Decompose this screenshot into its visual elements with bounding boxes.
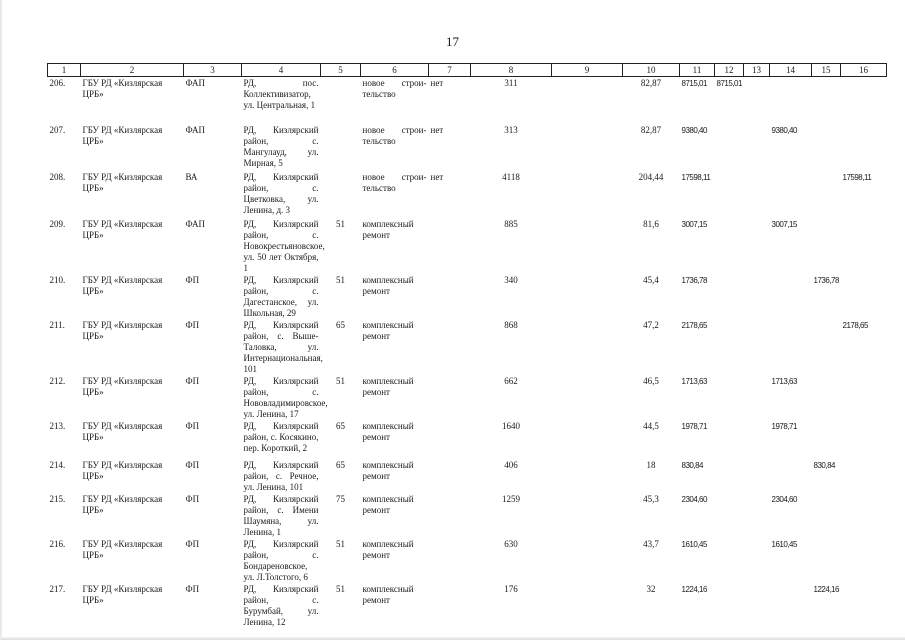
area-cell: 1640 (502, 420, 520, 431)
year-built-cell: 51 (336, 583, 345, 594)
header-row (48, 64, 887, 77)
organization-cell: ГБУ РД «Кизлярская ЦРБ» (82, 538, 163, 560)
cost-col-12-cell (715, 493, 744, 538)
cost-col-14-cell: 1713,63 (771, 376, 797, 386)
area-cell: 311 (504, 78, 518, 88)
facility-type-cell: ФП (185, 493, 200, 504)
table-row (48, 375, 887, 420)
area-sqm-cell: 46,5 (643, 375, 659, 386)
work-type-cell: комплексный ремонт (362, 459, 414, 481)
cost-col-12-cell (715, 319, 744, 375)
table-row (48, 459, 887, 493)
col-9-cell (552, 538, 623, 583)
row-number-cell: 207. (49, 124, 66, 135)
area-sqm-cell: 82,87 (640, 78, 662, 88)
total-cost-cell: 1978,71 (681, 421, 707, 431)
total-cost-cell: 8715,01 (681, 79, 707, 88)
col-7-cell (429, 583, 471, 628)
cost-col-12-cell (715, 171, 744, 218)
year-built-cell: 65 (336, 319, 345, 330)
header-cell: 13 (744, 64, 770, 77)
col-9-cell (552, 124, 623, 171)
cost-col-16-cell (841, 124, 887, 171)
work-type-cell: комплексный ремонт (362, 493, 414, 515)
facility-type-cell: ФП (185, 375, 200, 386)
header-cell: 3 (184, 64, 242, 77)
row-number-cell: 211. (49, 319, 65, 330)
area-cell: 868 (504, 319, 518, 330)
work-type-cell: комплексный ремонт (362, 538, 414, 560)
col-7-cell (429, 375, 471, 420)
cost-col-13-cell (744, 583, 770, 628)
col-9-cell (552, 420, 623, 459)
facility-type-cell: ФАП (185, 218, 206, 229)
cost-col-13-cell (744, 274, 770, 319)
header-cell: 6 (361, 64, 429, 77)
col-9-cell (552, 459, 623, 493)
header-cell: 8 (471, 64, 552, 77)
year-built-cell: 65 (336, 420, 345, 431)
header-cell: 16 (841, 64, 887, 77)
cost-col-14-cell (770, 274, 812, 319)
address-cell: РД, Кизлярский район, с. Бондареновское, ул. Л.Толстого, 6 (243, 538, 319, 582)
row-number-cell: 213. (49, 420, 66, 431)
cost-col-16-cell (841, 274, 887, 319)
cost-col-12-cell: 8715,01 (716, 79, 742, 88)
area-cell: 662 (504, 375, 518, 386)
cost-col-12-cell (715, 274, 744, 319)
table-row (48, 274, 887, 319)
header-cell: 5 (321, 64, 361, 77)
cost-col-13-cell (744, 493, 770, 538)
cost-col-13-cell (744, 420, 770, 459)
cost-col-16-cell (841, 77, 887, 124)
col-7-cell: нет (430, 124, 444, 135)
area-cell: 406 (504, 459, 518, 470)
year-built-cell: 51 (336, 274, 345, 285)
address-cell: РД, Кизлярский район, с. Косякино, пер. Короткий, 2 (243, 420, 319, 453)
table-body (48, 77, 887, 628)
row-number-cell: 217. (49, 583, 66, 594)
cost-col-15-cell: 1224,16 (813, 584, 839, 594)
scan-left-edge (0, 0, 2, 640)
area-sqm-cell: 45,4 (643, 274, 659, 285)
table-row (48, 171, 887, 218)
total-cost-cell: 9380,40 (681, 125, 707, 135)
col-9-cell (552, 171, 623, 218)
facility-type-cell: ФП (185, 583, 200, 594)
address-cell: РД, пос. Коллективизатор, ул. Центральная, 1 (243, 78, 319, 110)
total-cost-cell: 17598,11 (681, 172, 711, 182)
year-built-cell: 51 (336, 538, 345, 549)
header-cell: 9 (552, 64, 623, 77)
cost-col-16-cell (841, 538, 887, 583)
col-7-cell (429, 493, 471, 538)
cost-col-14-cell (770, 319, 812, 375)
area-sqm-cell: 43,7 (643, 538, 659, 549)
cost-col-13-cell (744, 459, 770, 493)
work-type-cell: новое строительство (362, 171, 427, 193)
col-9-cell (552, 274, 623, 319)
row-number-cell: 215. (49, 493, 66, 504)
cost-col-16-cell: 2178,65 (842, 320, 868, 330)
cost-col-12-cell (715, 420, 744, 459)
facility-type-cell: ФП (185, 459, 200, 470)
header-cell: 14 (770, 64, 812, 77)
cost-col-15-cell (812, 124, 841, 171)
cost-col-12-cell (715, 583, 744, 628)
col-9-cell (552, 77, 623, 124)
area-cell: 630 (504, 538, 518, 549)
work-type-cell: комплексный ремонт (362, 583, 414, 605)
header-cell: 15 (812, 64, 841, 77)
area-sqm-cell: 18 (646, 459, 656, 470)
facility-type-cell: ФАП (185, 124, 206, 135)
area-sqm-cell: 32 (646, 583, 656, 594)
area-cell: 313 (504, 124, 518, 135)
address-cell: РД, Кизлярский район, с. Цветковка, ул. Ленина, д. 3 (243, 171, 319, 215)
year-built-cell: 65 (336, 459, 345, 470)
total-cost-cell: 1610,45 (681, 539, 707, 549)
total-cost-cell: 1736,78 (681, 275, 707, 285)
header-cell: 4 (242, 64, 321, 77)
organization-cell: ГБУ РД «Кизлярская ЦРБ» (82, 78, 163, 99)
row-number-cell: 216. (49, 538, 66, 549)
facility-type-cell: ФП (185, 319, 200, 330)
address-cell: РД, Кизлярский район, с. Выше-Таловка, ул. Интернациональная, 101 (243, 319, 323, 374)
header-cell: 10 (623, 64, 680, 77)
cost-col-16-cell (841, 459, 887, 493)
col-9-cell (552, 218, 623, 274)
cost-col-16-cell (841, 493, 887, 538)
table-row (48, 77, 887, 124)
data-table (47, 63, 887, 628)
year-built-cell (321, 124, 361, 171)
work-type-cell: новое строительство (362, 124, 427, 146)
cost-col-13-cell (744, 77, 770, 124)
col-9-cell (552, 493, 623, 538)
cost-col-15-cell (812, 493, 841, 538)
col-7-cell (429, 459, 471, 493)
cost-col-16-cell: 17598,11 (842, 172, 872, 182)
address-cell: РД, Кизлярский район, с. Нововладимировское, ул. Ленина, 17 (243, 375, 328, 419)
area-cell: 885 (504, 218, 518, 229)
organization-cell: ГБУ РД «Кизлярская ЦРБ» (82, 583, 163, 605)
cost-col-15-cell (812, 375, 841, 420)
address-cell: РД, Кизлярский район, с. Дагестанское, ул. Школьная, 29 (243, 274, 319, 318)
cost-col-14-cell: 1978,71 (771, 421, 797, 431)
col-7-cell (429, 274, 471, 319)
cost-col-14-cell (770, 459, 812, 493)
organization-cell: ГБУ РД «Кизлярская ЦРБ» (82, 319, 163, 341)
cost-col-15-cell (812, 420, 841, 459)
col-7-cell (429, 319, 471, 375)
cost-col-14-cell: 2304,60 (771, 494, 797, 504)
row-number-cell: 212. (49, 375, 66, 386)
table-row (48, 319, 887, 375)
facility-type-cell: ВА (185, 171, 198, 182)
table-row (48, 218, 887, 274)
header-cell: 11 (680, 64, 715, 77)
address-cell: РД, Кизлярский район, с. Новокрестьяновское, ул. 50 лет Октября, 1 (243, 218, 325, 273)
area-sqm-cell: 204,44 (638, 171, 664, 182)
organization-cell: ГБУ РД «Кизлярская ЦРБ» (82, 375, 163, 397)
cost-col-13-cell (744, 218, 770, 274)
organization-cell: ГБУ РД «Кизлярская ЦРБ» (82, 274, 163, 296)
table-row (48, 583, 887, 628)
cost-col-16-cell (841, 583, 887, 628)
table-row (48, 420, 887, 459)
cost-col-14-cell: 3007,15 (771, 219, 797, 229)
work-type-cell: комплексный ремонт (362, 274, 414, 296)
cost-col-13-cell (744, 538, 770, 583)
cost-col-15-cell (812, 171, 841, 218)
area-sqm-cell: 81,6 (643, 218, 659, 229)
area-sqm-cell: 82,87 (640, 124, 662, 135)
col-9-cell (552, 319, 623, 375)
organization-cell: ГБУ РД «Кизлярская ЦРБ» (82, 218, 163, 240)
col-7-cell: нет (430, 78, 444, 88)
total-cost-cell: 1713,63 (681, 376, 707, 386)
total-cost-cell: 3007,15 (681, 219, 707, 229)
row-number-cell: 206. (49, 78, 66, 88)
col-7-cell (429, 218, 471, 274)
cost-col-16-cell (841, 375, 887, 420)
work-type-cell: комплексный ремонт (362, 420, 414, 442)
header-cell: 2 (81, 64, 184, 77)
cost-col-15-cell: 1736,78 (813, 275, 839, 285)
cost-col-14-cell: 9380,40 (771, 125, 797, 135)
organization-cell: ГБУ РД «Кизлярская ЦРБ» (82, 420, 163, 442)
header-cell: 12 (715, 64, 744, 77)
total-cost-cell: 1224,16 (681, 584, 707, 594)
col-9-cell (552, 375, 623, 420)
cost-col-13-cell (744, 124, 770, 171)
col-7-cell (429, 420, 471, 459)
facility-type-cell: ФП (185, 274, 200, 285)
cost-col-15-cell (812, 538, 841, 583)
year-built-cell: 75 (336, 493, 345, 504)
cost-col-14-cell: 1610,45 (771, 539, 797, 549)
area-cell: 1259 (502, 493, 520, 504)
cost-col-15-cell (812, 218, 841, 274)
cost-col-14-cell (770, 171, 812, 218)
page-number: 17 (446, 34, 459, 49)
facility-type-cell: ФАП (185, 78, 206, 88)
organization-cell: ГБУ РД «Кизлярская ЦРБ» (82, 459, 163, 481)
address-cell: РД, Кизлярский район, с. Речное, ул. Ленина, 101 (243, 459, 319, 492)
table-row (48, 493, 887, 538)
cost-col-14-cell (770, 77, 812, 124)
area-sqm-cell: 44,5 (643, 420, 659, 431)
work-type-cell: новое строительство (362, 78, 427, 99)
cost-col-12-cell (715, 375, 744, 420)
cost-col-13-cell (744, 319, 770, 375)
total-cost-cell: 830,84 (681, 460, 703, 470)
cost-col-12-cell (715, 538, 744, 583)
work-type-cell: комплексный ремонт (362, 319, 414, 341)
row-number-cell: 209. (49, 218, 66, 229)
header-cell: 7 (429, 64, 471, 77)
year-built-cell: 51 (336, 218, 345, 229)
area-cell: 340 (504, 274, 518, 285)
col-7-cell (429, 538, 471, 583)
cost-col-12-cell (715, 124, 744, 171)
cost-col-16-cell (841, 420, 887, 459)
total-cost-cell: 2178,65 (681, 320, 707, 330)
cost-col-15-cell (812, 319, 841, 375)
area-cell: 4118 (502, 171, 520, 182)
total-cost-cell: 2304,60 (681, 494, 707, 504)
cost-col-13-cell (744, 171, 770, 218)
year-built-cell: 51 (336, 375, 345, 386)
organization-cell: ГБУ РД «Кизлярская ЦРБ» (82, 493, 163, 515)
area-cell: 176 (504, 583, 518, 594)
table-row (48, 538, 887, 583)
cost-col-16-cell (841, 218, 887, 274)
col-7-cell: нет (430, 171, 444, 182)
facility-type-cell: ФП (185, 420, 200, 431)
organization-cell: ГБУ РД «Кизлярская ЦРБ» (82, 171, 163, 193)
year-built-cell (321, 171, 361, 218)
work-type-cell: комплексный ремонт (362, 375, 414, 397)
facility-type-cell: ФП (185, 538, 200, 549)
row-number-cell: 210. (49, 274, 66, 285)
cost-col-12-cell (715, 218, 744, 274)
address-cell: РД, Кизлярский район, с. Мангулауд, ул. Мирная, 5 (243, 124, 319, 168)
cost-col-13-cell (744, 375, 770, 420)
header-cell: 1 (48, 64, 81, 77)
cost-col-14-cell (770, 583, 812, 628)
cost-col-15-cell: 830,84 (813, 460, 835, 470)
cost-col-12-cell (715, 459, 744, 493)
address-cell: РД, Кизлярский район, с. Имени Шаумяна, ул. Ленина, 1 (243, 493, 319, 537)
row-number-cell: 214. (49, 459, 66, 470)
year-built-cell (321, 77, 361, 124)
table-row (48, 124, 887, 171)
organization-cell: ГБУ РД «Кизлярская ЦРБ» (82, 124, 163, 146)
col-9-cell (552, 583, 623, 628)
address-cell: РД, Кизлярский район, с. Бурумбай, ул. Ленина, 12 (243, 583, 319, 627)
row-number-cell: 208. (49, 171, 66, 182)
area-sqm-cell: 47,2 (643, 319, 659, 330)
area-sqm-cell: 45,3 (643, 493, 659, 504)
cost-col-15-cell (812, 77, 841, 124)
work-type-cell: комплексный ремонт (362, 218, 414, 240)
